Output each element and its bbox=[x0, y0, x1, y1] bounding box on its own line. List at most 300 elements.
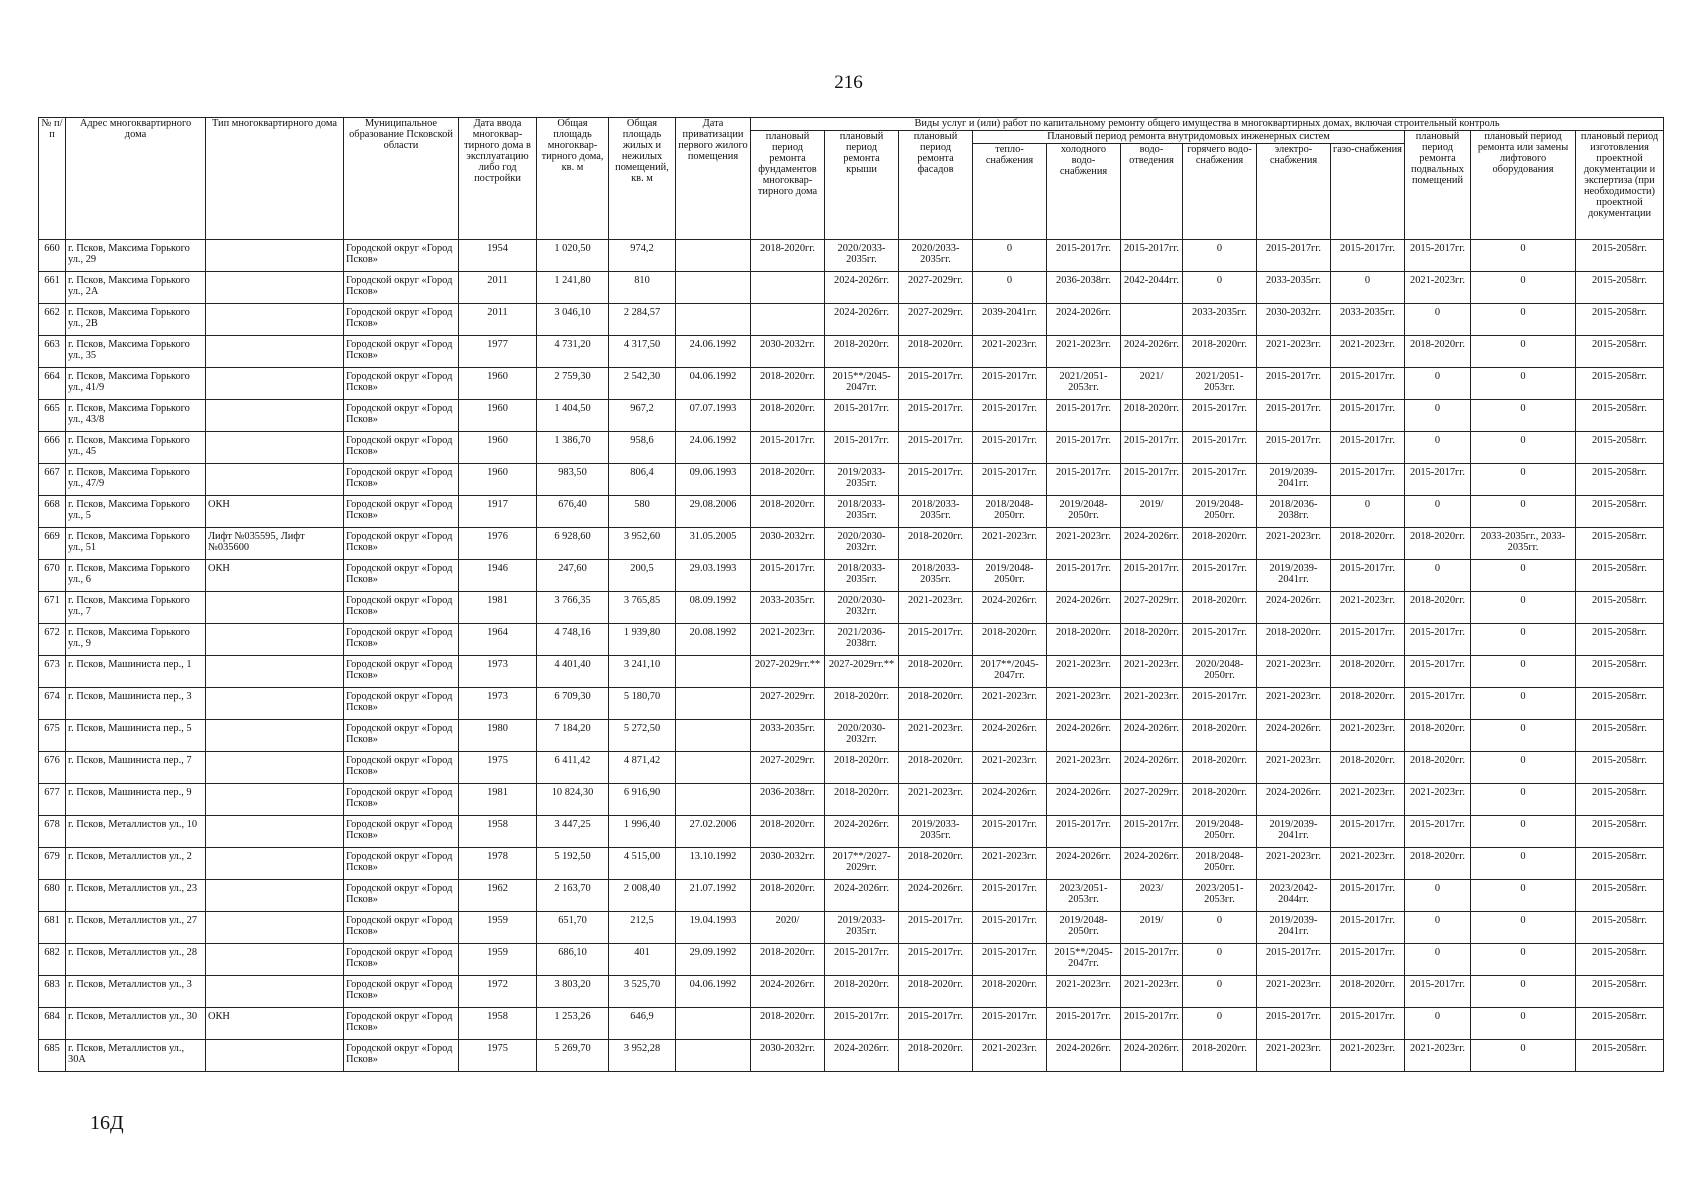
facade-cell: 2018-2020гг. bbox=[899, 1040, 973, 1072]
row-num: 679 bbox=[39, 848, 66, 880]
drainage-cell: 2023/ bbox=[1121, 880, 1183, 912]
gas-cell: 2015-2017гг. bbox=[1331, 432, 1405, 464]
cold-water-cell: 2024-2026гг. bbox=[1047, 1040, 1121, 1072]
electric-cell: 2021-2023гг. bbox=[1257, 752, 1331, 784]
living-area-cell: 2 542,30 bbox=[609, 368, 676, 400]
basement-cell: 2021-2023гг. bbox=[1405, 784, 1471, 816]
municipality-cell: Городской округ «Город Псков» bbox=[344, 752, 459, 784]
municipality-cell: Городской округ «Город Псков» bbox=[344, 848, 459, 880]
roof-cell: 2019/2033-2035гг. bbox=[825, 912, 899, 944]
foundation-cell: 2024-2026гг. bbox=[751, 976, 825, 1008]
year-cell: 1972 bbox=[459, 976, 537, 1008]
heat-cell: 2019/2048-2050гг. bbox=[973, 560, 1047, 592]
foundation-cell: 2018-2020гг. bbox=[751, 496, 825, 528]
total-area-cell: 983,50 bbox=[537, 464, 609, 496]
living-area-cell: 958,6 bbox=[609, 432, 676, 464]
foundation-cell: 2030-2032гг. bbox=[751, 1040, 825, 1072]
living-area-cell: 646,9 bbox=[609, 1008, 676, 1040]
living-area-cell: 6 916,90 bbox=[609, 784, 676, 816]
basement-cell: 2018-2020гг. bbox=[1405, 752, 1471, 784]
page-number: 216 bbox=[834, 72, 863, 93]
electric-cell: 2015-2017гг. bbox=[1257, 944, 1331, 976]
header-engineering-group: Плановый период ремонта внутридомовых инженерных систем bbox=[973, 131, 1405, 144]
foundation-cell: 2018-2020гг. bbox=[751, 816, 825, 848]
hot-water-cell: 2033-2035гг. bbox=[1183, 304, 1257, 336]
roof-cell: 2015-2017гг. bbox=[825, 400, 899, 432]
hot-water-cell: 2015-2017гг. bbox=[1183, 624, 1257, 656]
heat-cell: 2015-2017гг. bbox=[973, 944, 1047, 976]
type-cell bbox=[206, 368, 344, 400]
year-cell: 1976 bbox=[459, 528, 537, 560]
total-area-cell: 1 386,70 bbox=[537, 432, 609, 464]
address-cell: г. Псков, Максима Горького ул., 29 bbox=[66, 240, 206, 272]
municipality-cell: Городской округ «Город Псков» bbox=[344, 464, 459, 496]
cold-water-cell: 2021-2023гг. bbox=[1047, 688, 1121, 720]
gas-cell: 2021-2023гг. bbox=[1331, 848, 1405, 880]
footer-code: 16Д bbox=[90, 1112, 124, 1134]
drainage-cell: 2015-2017гг. bbox=[1121, 1008, 1183, 1040]
gas-cell: 2015-2017гг. bbox=[1331, 560, 1405, 592]
foundation-cell: 2033-2035гг. bbox=[751, 720, 825, 752]
facade-cell: 2015-2017гг. bbox=[899, 624, 973, 656]
total-area-cell: 2 759,30 bbox=[537, 368, 609, 400]
total-area-cell: 1 404,50 bbox=[537, 400, 609, 432]
facade-cell: 2020/2033-2035гг. bbox=[899, 240, 973, 272]
project-docs-cell: 2015-2058гг. bbox=[1576, 912, 1664, 944]
municipality-cell: Городской округ «Город Псков» bbox=[344, 944, 459, 976]
cold-water-cell: 2024-2026гг. bbox=[1047, 592, 1121, 624]
gas-cell: 0 bbox=[1331, 496, 1405, 528]
cold-water-cell: 2021-2023гг. bbox=[1047, 976, 1121, 1008]
cold-water-cell: 2021-2023гг. bbox=[1047, 528, 1121, 560]
foundation-cell: 2018-2020гг. bbox=[751, 944, 825, 976]
municipality-cell: Городской округ «Город Псков» bbox=[344, 784, 459, 816]
facade-cell: 2018-2020гг. bbox=[899, 752, 973, 784]
privatization-cell bbox=[676, 1040, 751, 1072]
municipality-cell: Городской округ «Город Псков» bbox=[344, 400, 459, 432]
elevator-cell: 0 bbox=[1471, 976, 1576, 1008]
gas-cell: 2015-2017гг. bbox=[1331, 400, 1405, 432]
year-cell: 2011 bbox=[459, 272, 537, 304]
electric-cell: 2021-2023гг. bbox=[1257, 656, 1331, 688]
type-cell bbox=[206, 400, 344, 432]
elevator-cell: 0 bbox=[1471, 1040, 1576, 1072]
drainage-cell: 2019/ bbox=[1121, 496, 1183, 528]
drainage-cell: 2018-2020гг. bbox=[1121, 400, 1183, 432]
year-cell: 1958 bbox=[459, 816, 537, 848]
project-docs-cell: 2015-2058гг. bbox=[1576, 720, 1664, 752]
living-area-cell: 4 871,42 bbox=[609, 752, 676, 784]
municipality-cell: Городской округ «Город Псков» bbox=[344, 656, 459, 688]
roof-cell: 2015-2017гг. bbox=[825, 432, 899, 464]
hot-water-cell: 2023/2051-2053гг. bbox=[1183, 880, 1257, 912]
privatization-cell: 13.10.1992 bbox=[676, 848, 751, 880]
living-area-cell: 401 bbox=[609, 944, 676, 976]
project-docs-cell: 2015-2058гг. bbox=[1576, 368, 1664, 400]
privatization-cell bbox=[676, 784, 751, 816]
drainage-cell: 2015-2017гг. bbox=[1121, 560, 1183, 592]
drainage-cell: 2015-2017гг. bbox=[1121, 464, 1183, 496]
type-cell bbox=[206, 336, 344, 368]
header-elevator: плановый период ремонта или замены лифтового оборудования bbox=[1471, 131, 1576, 240]
electric-cell: 2024-2026гг. bbox=[1257, 784, 1331, 816]
hot-water-cell: 2018/2048-2050гг. bbox=[1183, 848, 1257, 880]
row-num: 660 bbox=[39, 240, 66, 272]
project-docs-cell: 2015-2058гг. bbox=[1576, 528, 1664, 560]
privatization-cell bbox=[676, 656, 751, 688]
privatization-cell bbox=[676, 272, 751, 304]
electric-cell: 2024-2026гг. bbox=[1257, 592, 1331, 624]
living-area-cell: 200,5 bbox=[609, 560, 676, 592]
heat-cell: 2021-2023гг. bbox=[973, 528, 1047, 560]
basement-cell: 2018-2020гг. bbox=[1405, 336, 1471, 368]
drainage-cell: 2015-2017гг. bbox=[1121, 432, 1183, 464]
gas-cell: 2018-2020гг. bbox=[1331, 976, 1405, 1008]
living-area-cell: 3 952,28 bbox=[609, 1040, 676, 1072]
facade-cell: 2015-2017гг. bbox=[899, 1008, 973, 1040]
year-cell: 1962 bbox=[459, 880, 537, 912]
living-area-cell: 2 284,57 bbox=[609, 304, 676, 336]
total-area-cell: 10 824,30 bbox=[537, 784, 609, 816]
privatization-cell bbox=[676, 1008, 751, 1040]
foundation-cell: 2033-2035гг. bbox=[751, 592, 825, 624]
header-num: № п/п bbox=[39, 118, 66, 240]
hot-water-cell: 2018-2020гг. bbox=[1183, 592, 1257, 624]
year-cell: 1980 bbox=[459, 720, 537, 752]
row-num: 669 bbox=[39, 528, 66, 560]
type-cell bbox=[206, 304, 344, 336]
project-docs-cell: 2015-2058гг. bbox=[1576, 432, 1664, 464]
address-cell: г. Псков, Металлистов ул., 10 bbox=[66, 816, 206, 848]
year-cell: 1981 bbox=[459, 592, 537, 624]
header-living-area: Общая площадь жилых и нежилых помещений, кв. м bbox=[609, 118, 676, 240]
project-docs-cell: 2015-2058гг. bbox=[1576, 400, 1664, 432]
address-cell: г. Псков, Максима Горького ул., 6 bbox=[66, 560, 206, 592]
capital-repair-table bbox=[38, 117, 1664, 1072]
type-cell bbox=[206, 784, 344, 816]
basement-cell: 2015-2017гг. bbox=[1405, 688, 1471, 720]
basement-cell: 2018-2020гг. bbox=[1405, 720, 1471, 752]
total-area-cell: 6 411,42 bbox=[537, 752, 609, 784]
drainage-cell: 2015-2017гг. bbox=[1121, 240, 1183, 272]
year-cell: 1973 bbox=[459, 656, 537, 688]
year-cell: 1960 bbox=[459, 368, 537, 400]
hot-water-cell: 2018-2020гг. bbox=[1183, 528, 1257, 560]
address-cell: г. Псков, Максима Горького ул., 41/9 bbox=[66, 368, 206, 400]
year-cell: 1978 bbox=[459, 848, 537, 880]
project-docs-cell: 2015-2058гг. bbox=[1576, 752, 1664, 784]
foundation-cell: 2027-2029гг.** bbox=[751, 656, 825, 688]
municipality-cell: Городской округ «Город Псков» bbox=[344, 1008, 459, 1040]
privatization-cell bbox=[676, 304, 751, 336]
elevator-cell: 0 bbox=[1471, 880, 1576, 912]
basement-cell: 2015-2017гг. bbox=[1405, 976, 1471, 1008]
year-cell: 1975 bbox=[459, 752, 537, 784]
heat-cell: 2015-2017гг. bbox=[973, 368, 1047, 400]
year-cell: 1946 bbox=[459, 560, 537, 592]
privatization-cell: 20.08.1992 bbox=[676, 624, 751, 656]
table-row bbox=[39, 400, 1664, 432]
electric-cell: 2033-2035гг. bbox=[1257, 272, 1331, 304]
electric-cell: 2019/2039-2041гг. bbox=[1257, 912, 1331, 944]
project-docs-cell: 2015-2058гг. bbox=[1576, 688, 1664, 720]
type-cell: ОКН bbox=[206, 496, 344, 528]
municipality-cell: Городской округ «Город Псков» bbox=[344, 688, 459, 720]
gas-cell: 2015-2017гг. bbox=[1331, 816, 1405, 848]
municipality-cell: Городской округ «Город Псков» bbox=[344, 720, 459, 752]
row-num: 675 bbox=[39, 720, 66, 752]
table-row bbox=[39, 464, 1664, 496]
type-cell bbox=[206, 432, 344, 464]
privatization-cell bbox=[676, 240, 751, 272]
roof-cell: 2018-2020гг. bbox=[825, 336, 899, 368]
foundation-cell: 2018-2020гг. bbox=[751, 880, 825, 912]
table-row bbox=[39, 848, 1664, 880]
municipality-cell: Городской округ «Город Псков» bbox=[344, 272, 459, 304]
municipality-cell: Городской округ «Город Псков» bbox=[344, 880, 459, 912]
roof-cell: 2018/2033-2035гг. bbox=[825, 560, 899, 592]
type-cell bbox=[206, 912, 344, 944]
table-row bbox=[39, 624, 1664, 656]
electric-cell: 2030-2032гг. bbox=[1257, 304, 1331, 336]
total-area-cell: 1 020,50 bbox=[537, 240, 609, 272]
hot-water-cell: 2015-2017гг. bbox=[1183, 432, 1257, 464]
gas-cell: 2015-2017гг. bbox=[1331, 240, 1405, 272]
foundation-cell: 2021-2023гг. bbox=[751, 624, 825, 656]
electric-cell: 2015-2017гг. bbox=[1257, 240, 1331, 272]
type-cell: ОКН bbox=[206, 1008, 344, 1040]
living-area-cell: 5 272,50 bbox=[609, 720, 676, 752]
drainage-cell: 2024-2026гг. bbox=[1121, 752, 1183, 784]
electric-cell: 2019/2039-2041гг. bbox=[1257, 464, 1331, 496]
gas-cell: 2018-2020гг. bbox=[1331, 752, 1405, 784]
drainage-cell: 2042-2044гг. bbox=[1121, 272, 1183, 304]
address-cell: г. Псков, Металлистов ул., 3 bbox=[66, 976, 206, 1008]
hot-water-cell: 2021/2051-2053гг. bbox=[1183, 368, 1257, 400]
basement-cell: 0 bbox=[1405, 304, 1471, 336]
gas-cell: 2015-2017гг. bbox=[1331, 464, 1405, 496]
foundation-cell: 2018-2020гг. bbox=[751, 400, 825, 432]
cold-water-cell: 2023/2051-2053гг. bbox=[1047, 880, 1121, 912]
elevator-cell: 0 bbox=[1471, 784, 1576, 816]
roof-cell: 2018/2033-2035гг. bbox=[825, 496, 899, 528]
facade-cell: 2018-2020гг. bbox=[899, 528, 973, 560]
roof-cell: 2019/2033-2035гг. bbox=[825, 464, 899, 496]
drainage-cell: 2015-2017гг. bbox=[1121, 944, 1183, 976]
row-num: 671 bbox=[39, 592, 66, 624]
hot-water-cell: 2015-2017гг. bbox=[1183, 400, 1257, 432]
living-area-cell: 3 952,60 bbox=[609, 528, 676, 560]
roof-cell: 2021/2036-2038гг. bbox=[825, 624, 899, 656]
header-address: Адрес многоквартирного дома bbox=[66, 118, 206, 240]
foundation-cell: 2030-2032гг. bbox=[751, 528, 825, 560]
privatization-cell: 21.07.1992 bbox=[676, 880, 751, 912]
elevator-cell: 0 bbox=[1471, 848, 1576, 880]
type-cell bbox=[206, 944, 344, 976]
cold-water-cell: 2021-2023гг. bbox=[1047, 656, 1121, 688]
municipality-cell: Городской округ «Город Псков» bbox=[344, 528, 459, 560]
type-cell bbox=[206, 720, 344, 752]
electric-cell: 2015-2017гг. bbox=[1257, 432, 1331, 464]
project-docs-cell: 2015-2058гг. bbox=[1576, 1040, 1664, 1072]
cold-water-cell: 2021-2023гг. bbox=[1047, 336, 1121, 368]
project-docs-cell: 2015-2058гг. bbox=[1576, 240, 1664, 272]
elevator-cell: 0 bbox=[1471, 560, 1576, 592]
gas-cell: 2015-2017гг. bbox=[1331, 368, 1405, 400]
privatization-cell: 29.08.2006 bbox=[676, 496, 751, 528]
drainage-cell: 2024-2026гг. bbox=[1121, 720, 1183, 752]
elevator-cell: 0 bbox=[1471, 752, 1576, 784]
gas-cell: 2015-2017гг. bbox=[1331, 624, 1405, 656]
facade-cell: 2018/2033-2035гг. bbox=[899, 496, 973, 528]
year-cell: 1960 bbox=[459, 432, 537, 464]
living-area-cell: 1 996,40 bbox=[609, 816, 676, 848]
total-area-cell: 6 709,30 bbox=[537, 688, 609, 720]
privatization-cell: 24.06.1992 bbox=[676, 432, 751, 464]
municipality-cell: Городской округ «Город Псков» bbox=[344, 336, 459, 368]
facade-cell: 2015-2017гг. bbox=[899, 400, 973, 432]
cold-water-cell: 2018-2020гг. bbox=[1047, 624, 1121, 656]
heat-cell: 2015-2017гг. bbox=[973, 464, 1047, 496]
basement-cell: 2015-2017гг. bbox=[1405, 464, 1471, 496]
table-row bbox=[39, 592, 1664, 624]
project-docs-cell: 2015-2058гг. bbox=[1576, 592, 1664, 624]
heat-cell: 2021-2023гг. bbox=[973, 752, 1047, 784]
year-cell: 1960 bbox=[459, 400, 537, 432]
electric-cell: 2021-2023гг. bbox=[1257, 848, 1331, 880]
privatization-cell: 04.06.1992 bbox=[676, 976, 751, 1008]
header-date-commission: Дата ввода многоквар-тирного дома в эксплуатацию либо год постройки bbox=[459, 118, 537, 240]
table-row bbox=[39, 752, 1664, 784]
address-cell: г. Псков, Максима Горького ул., 43/8 bbox=[66, 400, 206, 432]
electric-cell: 2021-2023гг. bbox=[1257, 336, 1331, 368]
roof-cell: 2024-2026гг. bbox=[825, 272, 899, 304]
row-num: 677 bbox=[39, 784, 66, 816]
heat-cell: 0 bbox=[973, 272, 1047, 304]
foundation-cell: 2036-2038гг. bbox=[751, 784, 825, 816]
table-row bbox=[39, 240, 1664, 272]
row-num: 662 bbox=[39, 304, 66, 336]
elevator-cell: 0 bbox=[1471, 464, 1576, 496]
roof-cell: 2018-2020гг. bbox=[825, 976, 899, 1008]
basement-cell: 0 bbox=[1405, 400, 1471, 432]
elevator-cell: 0 bbox=[1471, 272, 1576, 304]
type-cell bbox=[206, 464, 344, 496]
elevator-cell: 0 bbox=[1471, 816, 1576, 848]
hot-water-cell: 2018-2020гг. bbox=[1183, 752, 1257, 784]
project-docs-cell: 2015-2058гг. bbox=[1576, 816, 1664, 848]
elevator-cell: 0 bbox=[1471, 432, 1576, 464]
cold-water-cell: 2015-2017гг. bbox=[1047, 400, 1121, 432]
address-cell: г. Псков, Максима Горького ул., 9 bbox=[66, 624, 206, 656]
header-drainage: водо-отведения bbox=[1121, 144, 1183, 240]
roof-cell: 2020/2030-2032гг. bbox=[825, 528, 899, 560]
facade-cell: 2018-2020гг. bbox=[899, 848, 973, 880]
basement-cell: 2018-2020гг. bbox=[1405, 848, 1471, 880]
privatization-cell: 08.09.1992 bbox=[676, 592, 751, 624]
row-num: 665 bbox=[39, 400, 66, 432]
basement-cell: 2015-2017гг. bbox=[1405, 656, 1471, 688]
total-area-cell: 651,70 bbox=[537, 912, 609, 944]
row-num: 684 bbox=[39, 1008, 66, 1040]
basement-cell: 0 bbox=[1405, 496, 1471, 528]
year-cell: 1975 bbox=[459, 1040, 537, 1072]
living-area-cell: 5 180,70 bbox=[609, 688, 676, 720]
header-facade: плановый период ремонта фасадов bbox=[899, 131, 973, 240]
basement-cell: 0 bbox=[1405, 912, 1471, 944]
table-row bbox=[39, 816, 1664, 848]
row-num: 664 bbox=[39, 368, 66, 400]
hot-water-cell: 2018-2020гг. bbox=[1183, 336, 1257, 368]
project-docs-cell: 2015-2058гг. bbox=[1576, 976, 1664, 1008]
elevator-cell: 0 bbox=[1471, 336, 1576, 368]
heat-cell: 2015-2017гг. bbox=[973, 1008, 1047, 1040]
type-cell bbox=[206, 272, 344, 304]
address-cell: г. Псков, Максима Горького ул., 2А bbox=[66, 272, 206, 304]
elevator-cell: 0 bbox=[1471, 720, 1576, 752]
living-area-cell: 3 525,70 bbox=[609, 976, 676, 1008]
heat-cell: 2015-2017гг. bbox=[973, 432, 1047, 464]
municipality-cell: Городской округ «Город Псков» bbox=[344, 912, 459, 944]
facade-cell: 2018-2020гг. bbox=[899, 976, 973, 1008]
heat-cell: 2015-2017гг. bbox=[973, 880, 1047, 912]
year-cell: 1964 bbox=[459, 624, 537, 656]
type-cell: Лифт №035595, Лифт №035600 bbox=[206, 528, 344, 560]
cold-water-cell: 2015-2017гг. bbox=[1047, 560, 1121, 592]
total-area-cell: 676,40 bbox=[537, 496, 609, 528]
row-num: 683 bbox=[39, 976, 66, 1008]
drainage-cell: 2021-2023гг. bbox=[1121, 688, 1183, 720]
living-area-cell: 3 765,85 bbox=[609, 592, 676, 624]
heat-cell: 2021-2023гг. bbox=[973, 336, 1047, 368]
year-cell: 1981 bbox=[459, 784, 537, 816]
gas-cell: 2015-2017гг. bbox=[1331, 944, 1405, 976]
living-area-cell: 580 bbox=[609, 496, 676, 528]
electric-cell: 2015-2017гг. bbox=[1257, 400, 1331, 432]
table-row bbox=[39, 688, 1664, 720]
cold-water-cell: 2021-2023гг. bbox=[1047, 752, 1121, 784]
municipality-cell: Городской округ «Город Псков» bbox=[344, 496, 459, 528]
gas-cell: 2018-2020гг. bbox=[1331, 528, 1405, 560]
hot-water-cell: 2015-2017гг. bbox=[1183, 560, 1257, 592]
roof-cell: 2020/2030-2032гг. bbox=[825, 720, 899, 752]
gas-cell: 2033-2035гг. bbox=[1331, 304, 1405, 336]
header-type: Тип многоквартирного дома bbox=[206, 118, 344, 240]
basement-cell: 2018-2020гг. bbox=[1405, 592, 1471, 624]
foundation-cell: 2030-2032гг. bbox=[751, 848, 825, 880]
basement-cell: 0 bbox=[1405, 944, 1471, 976]
header-project-docs: плановый период изготовления проектной документации и экспертиза (при необходимости) проектной документации bbox=[1576, 131, 1664, 240]
total-area-cell: 2 163,70 bbox=[537, 880, 609, 912]
heat-cell: 2024-2026гг. bbox=[973, 784, 1047, 816]
project-docs-cell: 2015-2058гг. bbox=[1576, 464, 1664, 496]
privatization-cell: 29.03.1993 bbox=[676, 560, 751, 592]
row-num: 672 bbox=[39, 624, 66, 656]
gas-cell: 2021-2023гг. bbox=[1331, 784, 1405, 816]
cold-water-cell: 2015-2017гг. bbox=[1047, 240, 1121, 272]
header-date-privatization: Дата приватизации первого жилого помещения bbox=[676, 118, 751, 240]
facade-cell: 2021-2023гг. bbox=[899, 784, 973, 816]
year-cell: 1959 bbox=[459, 944, 537, 976]
project-docs-cell: 2015-2058гг. bbox=[1576, 560, 1664, 592]
total-area-cell: 3 046,10 bbox=[537, 304, 609, 336]
year-cell: 1973 bbox=[459, 688, 537, 720]
foundation-cell: 2018-2020гг. bbox=[751, 368, 825, 400]
electric-cell: 2018-2020гг. bbox=[1257, 624, 1331, 656]
table-body bbox=[39, 240, 1664, 1072]
address-cell: г. Псков, Максима Горького ул., 2В bbox=[66, 304, 206, 336]
privatization-cell bbox=[676, 688, 751, 720]
